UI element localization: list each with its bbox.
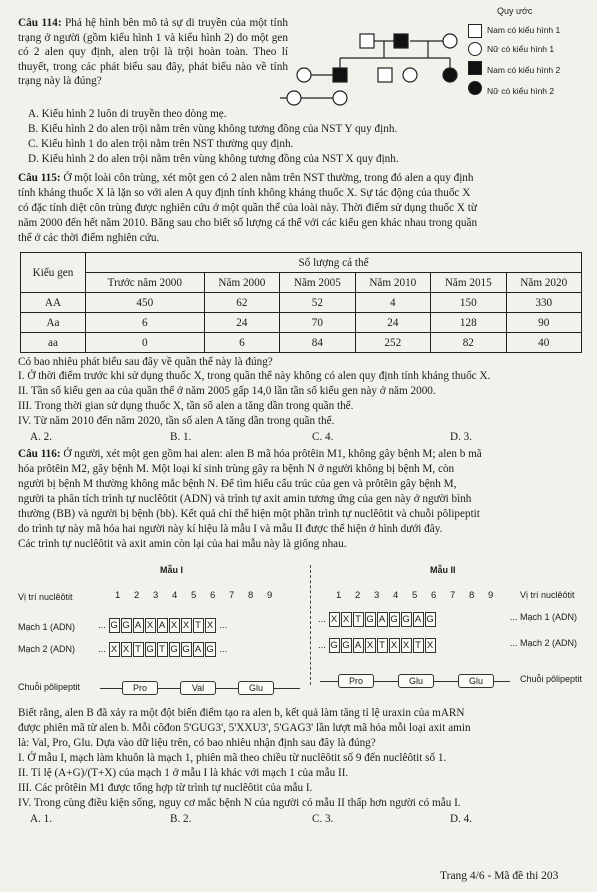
table-cell-genotype: aa: [21, 333, 86, 353]
strand-2-label: Mạch 2 (ADN): [18, 644, 76, 654]
q116-line-7: Các trình tự nuclêôtit và axit amin còn lại của hai mẫu này là giống nhau.: [18, 538, 347, 550]
q114-label: Câu 114:: [18, 17, 62, 29]
table-row: [21, 293, 582, 313]
q116-statement-2: II. Tỉ lệ (A+G)/(T+X) của mạch 1 ở mẫu I là khác với mạch 1 của mẫu II.: [18, 767, 349, 779]
sample-2-title: Mẫu II: [430, 565, 456, 575]
table-cell: 330: [506, 293, 581, 313]
q115-line-2: tính kháng thuốc X là lặn so với alen A quy định tính không kháng thuốc X. Sự tác động của thuốc X: [18, 187, 471, 199]
q115-statement-1: I. Ở thời điểm trước khi sử dụng thuốc X, trong quần thể này không có alen quy định tính kháng thuốc X.: [18, 370, 491, 382]
q116-after-3: là: Val, Pro, Glu. Dựa vào dữ liệu trên, có bao nhiêu nhận định sau đây là đúng?: [18, 737, 376, 749]
table-header-year: Năm 2005: [280, 273, 355, 293]
q115-answer-d: D. 3.: [450, 431, 473, 443]
sample-1-title: Mẫu I: [160, 565, 184, 575]
q116-label: Câu 116:: [18, 448, 61, 460]
q114-body: Phả hệ hình bên mô tả sự di truyền của một tính trạng ở người (gồm kiểu hình 1 và kiểu hình 2) do một gen có 2 alen quy định, alen trội là trội hoàn toàn. Theo lí thuyết, trong các phát biểu sau đây, phát biểu nào về tính trạng này là đúng?: [18, 17, 288, 88]
q116-answer-d: D. 4.: [450, 813, 473, 825]
table-header-year: Năm 2010: [355, 273, 430, 293]
q115-line-3: có đặc tính diệt côn trùng được nghiên cứu ở một quần thể của loài này. Thời điểm sử dụng thuốc X từ: [18, 202, 477, 214]
q116-answer-c: C. 3.: [312, 813, 334, 825]
table-header-year: Trước năm 2000: [86, 273, 205, 293]
q114-option-a: A. Kiểu hình 2 luôn di truyền theo dòng mẹ.: [28, 108, 227, 120]
chain-label-right: Chuỗi pôlipeptit: [520, 674, 583, 684]
table-cell: 128: [431, 313, 506, 333]
table-header-year: Năm 2020: [506, 273, 581, 293]
q116-after-2: được phiên mã từ alen b. Mỗi côđon 5'GUG3', 5'XXU3', 5'GAG3' lần lượt mã hóa mỗi loại axit amin: [18, 722, 471, 734]
q114-text: [18, 16, 288, 89]
q114-option-b: B. Kiểu hình 2 do alen trội nằm trên vùng không tương đồng của NST Y quy định.: [28, 123, 398, 135]
q116-statement-4: IV. Trong cùng điều kiện sống, nguy cơ mắc bệnh N của người có mẫu II thấp hơn người có mẫu I.: [18, 797, 461, 809]
legend-item-2: Nữ có kiểu hình 1: [487, 44, 555, 54]
table-cell: 84: [280, 333, 355, 353]
table-row: [21, 333, 582, 353]
position-label-right: Vị trí nuclêôtit: [520, 590, 575, 600]
table-cell: 70: [280, 313, 355, 333]
table-cell-genotype: Aa: [21, 313, 86, 333]
s2-numbers: 1 2 3 4 5 6 7 8 9: [336, 590, 494, 601]
q115-statement-2: II. Tần số kiểu gen aa của quần thể ở năm 2005 gấp 14,0 lần tần số kiểu gen này ở năm 2000.: [18, 385, 436, 397]
legend-male-1-icon: [468, 24, 482, 38]
legend-item-3: Nam có kiểu hình 2: [487, 65, 561, 75]
table-cell-genotype: AA: [21, 293, 86, 313]
q114-option-c: C. Kiểu hình 1 do alen trội nằm trên NST thường quy định.: [28, 138, 294, 150]
pedigree-female-4: [443, 68, 457, 82]
q115-line-4: năm 2000 đến hết năm 2010. Băng sau cho biết số lượng cá thể với các kiểu gen khác nhau trong quần: [18, 217, 478, 229]
page-footer: Trang 4/6 - Mã đề thi 203: [440, 870, 559, 882]
table-cell: 6: [204, 333, 279, 353]
table-cell: 40: [506, 333, 581, 353]
table-header-year: Năm 2000: [204, 273, 279, 293]
q115-line-1: [18, 171, 474, 185]
table-header-genotype: Kiểu gen: [21, 253, 86, 293]
chain-label: Chuỗi pôlipeptit: [18, 682, 81, 692]
pedigree-female-3: [403, 68, 417, 82]
pedigree-female-6: [333, 91, 347, 105]
s1-aa-3: Glu: [238, 681, 274, 695]
q116-answer-a: A. 1.: [30, 813, 53, 825]
q116-answer-b: B. 2.: [170, 813, 192, 825]
table-cell: 4: [355, 293, 430, 313]
legend-female-2-icon: [468, 81, 482, 95]
q115-line-5: thể ở các thời điểm nghiên cứu.: [18, 232, 160, 244]
q116-line-1: [18, 447, 482, 461]
table-cell: 450: [86, 293, 205, 313]
s1-strand-1: ... G G A X A X X T X ...: [98, 620, 228, 631]
q115-answer-c: C. 4.: [312, 431, 334, 443]
q116-line-3: người bị bệnh M thường không mắc bệnh N. Để tìm hiểu cấu trúc của gen và prôtêin gây bệnh M,: [18, 478, 457, 490]
pedigree-male-3: [333, 68, 347, 82]
q116-statement-3: III. Các prôtêin M1 được tổng hợp từ trình tự nuclêôtit của mẫu I.: [18, 782, 313, 794]
pedigree-female-2: [297, 68, 311, 82]
strand-2-label-right: ... Mạch 2 (ADN): [510, 638, 578, 648]
pedigree-male-1: [360, 34, 374, 48]
strand-1-label-right: ... Mạch 1 (ADN): [510, 612, 578, 622]
s1-aa-2: Val: [180, 681, 216, 695]
s2-aa-2: Glu: [398, 674, 434, 688]
table-cell: 0: [86, 333, 205, 353]
legend-title: Quy ước: [497, 6, 533, 16]
q115-text-1: Ở một loài côn trùng, xét một gen có 2 alen nằm trên NST thường, trong đó alen a quy định: [63, 172, 474, 184]
table-header-group: Số lượng cá thể: [86, 253, 582, 273]
pedigree-female-1: [443, 34, 457, 48]
table-cell: 52: [280, 293, 355, 313]
q115-statement-3: III. Trong thời gian sử dụng thuốc X, tần số alen a tăng dần trong quần thể.: [18, 400, 354, 412]
legend-female-1-icon: [468, 42, 482, 56]
q116-line-5: thường (BB) và người bị bệnh (bb). Kết quả chỉ thể hiện một phần trình tự nuclêôtit và chuỗi pôlipeptit: [18, 508, 480, 520]
q116-line-4: người ta phân tích trình tự nuclêôtit (ADN) và trình tự axit amin tương ứng của gen này ở người bình: [18, 493, 472, 505]
q115-statement-4: IV. Từ năm 2010 đến năm 2020, tần số alen A tăng dần trong quần thể.: [18, 415, 335, 427]
strand-1-label: Mạch 1 (ADN): [18, 622, 76, 632]
s2-strand-2: ... G G A X T X X T X: [318, 638, 437, 653]
legend-male-2-icon: [468, 61, 482, 75]
diagram-divider: [310, 565, 311, 685]
q115-answer-b: B. 1.: [170, 431, 192, 443]
table-header-year: Năm 2015: [431, 273, 506, 293]
table-row: [21, 313, 582, 333]
q115-label: Câu 115:: [18, 172, 61, 184]
table-cell: 150: [431, 293, 506, 313]
q116-after-1: Biết rằng, alen B đã xảy ra một đột biến điểm tạo ra alen b, kết quả làm tăng tỉ lệ uraxin của mARN: [18, 707, 465, 719]
legend-item-1: Nam có kiểu hình 1: [487, 25, 561, 35]
table-cell: 24: [204, 313, 279, 333]
position-label: Vị trí nuclêôtit: [18, 592, 73, 602]
legend-item-4: Nữ có kiểu hình 2: [487, 86, 555, 96]
s2-aa-1: Pro: [338, 674, 374, 688]
q116-line-2: hóa prôtêin M2, gây bệnh M. Một loại kí sinh trùng gây ra bệnh N ở người không bị bệnh M, còn: [18, 463, 455, 475]
pedigree-male-2: [394, 34, 408, 48]
pedigree-diagram: [280, 20, 490, 110]
q116-line-6: do trình tự này mã hóa hai người này kí hiệu là mẫu I và mẫu II được thể hiện ở hình dưới đây.: [18, 523, 443, 535]
table-cell: 6: [86, 313, 205, 333]
q116-statement-1: I. Ở mẫu I, mạch làm khuôn là mạch 1, phiên mã theo chiều từ nuclêôtit số 9 đến nuclêôtit số 1.: [18, 752, 447, 764]
table-cell: 90: [506, 313, 581, 333]
table-cell: 82: [431, 333, 506, 353]
s1-numbers: 1 2 3 4 5 6 7 8 9: [115, 590, 273, 601]
q115-table: [20, 252, 582, 353]
s2-aa-3: Glu: [458, 674, 494, 688]
q115-question: Có bao nhiêu phát biểu sau đây về quần thể này là đúng?: [18, 356, 273, 368]
table-cell: 24: [355, 313, 430, 333]
q116-text-1: Ở người, xét một gen gồm hai alen: alen B mã hóa prôtêin M1, không gây bệnh M; alen b mã: [63, 448, 482, 460]
s2-strand-1: ... X X T G A G G A G: [318, 614, 434, 625]
s1-aa-1: Pro: [122, 681, 158, 695]
pedigree-female-5: [287, 91, 301, 105]
q114-option-d: D. Kiểu hình 2 do alen trội nằm trên vùng không tương đồng của NST X quy định.: [28, 153, 399, 165]
table-cell: 62: [204, 293, 279, 313]
s1-strand-2: ... X X T G T G G A G ...: [98, 644, 228, 655]
q115-answer-a: A. 2.: [30, 431, 53, 443]
table-cell: 252: [355, 333, 430, 353]
pedigree-male-4: [378, 68, 392, 82]
